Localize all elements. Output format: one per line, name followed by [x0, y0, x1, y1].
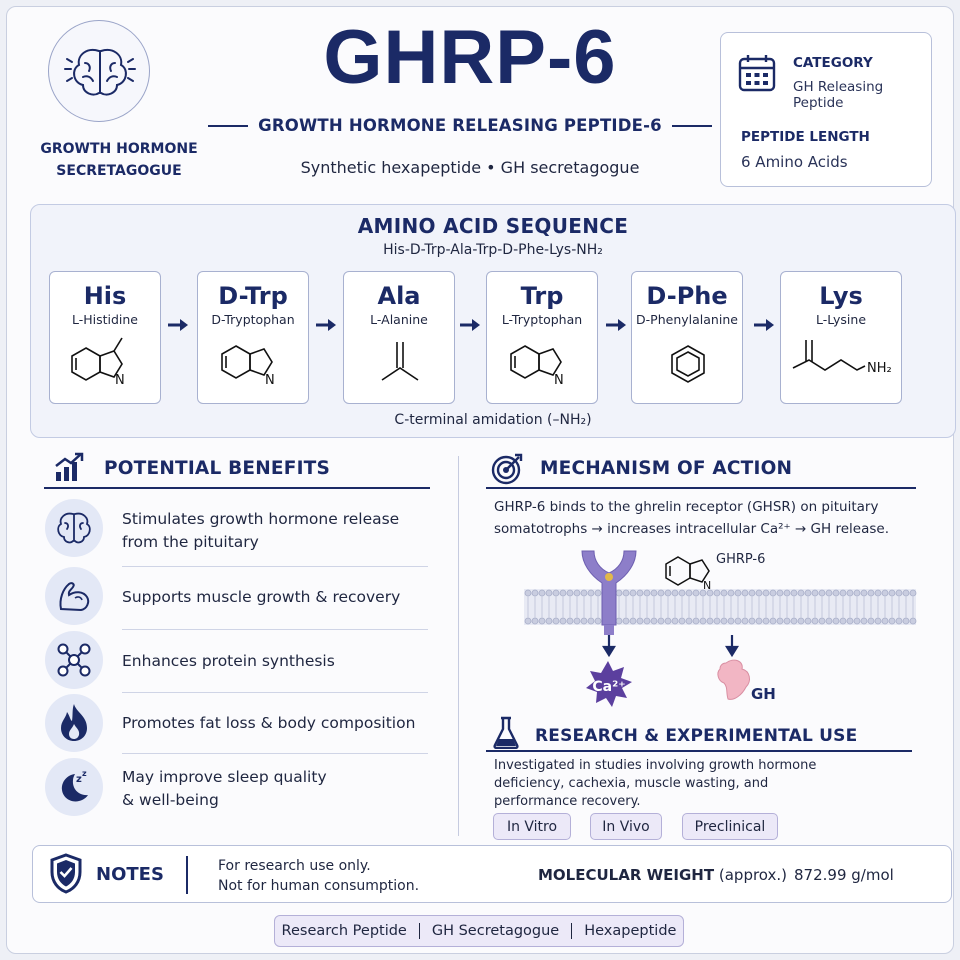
benefit-divider [122, 692, 428, 693]
subtitle-dash-right [672, 125, 712, 127]
lysine-structure-icon [787, 332, 897, 394]
column-divider [458, 456, 459, 836]
benefit-icon-bg [45, 567, 103, 625]
benefit-text: Supports muscle growth & recovery [122, 588, 401, 606]
footer-tag: Research Peptide [281, 923, 407, 939]
target-icon [490, 452, 524, 486]
research-line-3: performance recovery. [494, 794, 641, 809]
mechanism-description [494, 496, 934, 540]
info-card [720, 32, 932, 187]
research-title: RESEARCH & EXPERIMENTAL USE [535, 726, 858, 746]
gh-label: GH [751, 685, 776, 703]
arrow-right-icon [458, 318, 482, 332]
benefit-line-1: May improve sleep quality [122, 768, 327, 786]
mw-qualifier: (approx.) [718, 866, 788, 884]
shield-check-icon [48, 852, 84, 894]
benefits-rule [44, 487, 430, 489]
peptide-length-label: PEPTIDE LENGTH [741, 129, 870, 145]
residue-code: Lys [819, 282, 863, 310]
arrow-right-icon [604, 318, 628, 332]
indole-structure-icon [66, 332, 146, 394]
benzene-structure-icon [648, 332, 728, 394]
indole-structure-icon [503, 332, 583, 394]
growth-chart-icon [54, 452, 84, 482]
benefit-divider [122, 629, 428, 630]
molecule-icon [45, 631, 103, 689]
notes-title: NOTES [96, 864, 164, 885]
arrow-right-icon [314, 318, 338, 332]
category-caption [14, 138, 224, 182]
notes-text [218, 856, 419, 896]
mechanism-title: MECHANISM OF ACTION [540, 458, 793, 479]
arrow-right-icon [752, 318, 776, 332]
subtitle-row [200, 116, 720, 135]
residue-code: Ala [377, 282, 421, 310]
indole-structure-icon [214, 332, 294, 394]
subtitle-dash-left [208, 125, 248, 127]
footer-tag-bar [274, 915, 684, 947]
residue-card-ala [343, 271, 455, 404]
research-line-2: deficiency, cachexia, muscle wasting, and [494, 776, 769, 791]
benefit-divider [122, 566, 428, 567]
calendar-icon [737, 53, 777, 93]
benefit-text [122, 766, 327, 812]
flask-icon [492, 715, 520, 749]
calcium-label: Ca²⁺ [592, 679, 626, 695]
research-tag: Preclinical [682, 813, 778, 840]
research-tag: In Vitro [493, 813, 571, 840]
benefit-icon-bg [45, 631, 103, 689]
benefit-icon-bg [45, 694, 103, 752]
benefits-title: POTENTIAL BENEFITS [104, 458, 330, 479]
residue-code: His [83, 282, 127, 310]
benefit-text: Enhances protein synthesis [122, 652, 335, 670]
research-description [494, 757, 834, 811]
residue-name: L-Alanine [370, 312, 428, 327]
residue-card-lys [780, 271, 902, 404]
benefit-line-2: & well-being [122, 791, 219, 809]
residue-code: D-Phe [646, 282, 728, 310]
mechanism-line-1: GHRP-6 binds to the ghrelin receptor (GHSR) on pituitary [494, 499, 879, 515]
molecular-weight-value: 872.99 g/mol [794, 866, 894, 884]
notes-line-1: For research use only. [218, 858, 371, 874]
residue-name: L-Lysine [815, 312, 867, 327]
peptide-length-value: 6 Amino Acids [741, 153, 848, 171]
residue-name: L-Histidine [71, 312, 139, 327]
residue-card-d-phe [631, 271, 743, 404]
residue-code: Trp [520, 282, 564, 310]
residue-name: D-Phenylalanine [636, 312, 738, 327]
category-value: GH Releasing Peptide [793, 79, 884, 111]
calcium-ion-icon [586, 661, 632, 707]
mw-label-text: MOLECULAR WEIGHT [538, 866, 715, 884]
benefit-icon-bg [45, 499, 103, 557]
sequence-formula: His-D-Trp-Ala-Trp-D-Phe-Lys-NH₂ [383, 242, 603, 258]
footer-tag-separator [571, 923, 572, 939]
svg-text:z: z [76, 774, 82, 785]
research-line-1: Investigated in studies involving growth hormone [494, 758, 817, 773]
notes-line-2: Not for human consumption. [218, 878, 420, 894]
footer-tag-separator [419, 923, 420, 939]
ghrp6-label: GHRP-6 [716, 552, 766, 567]
arrow-right-icon [166, 318, 190, 332]
caption-line-2: SECRETAGOGUE [56, 163, 182, 179]
caption-line-1: GROWTH HORMONE [40, 141, 198, 157]
brain-icon [49, 21, 151, 123]
molecular-weight-label [538, 866, 787, 884]
svg-text:N: N [115, 373, 125, 388]
pituitary-gh-icon [718, 660, 750, 699]
benefit-text [122, 508, 399, 554]
residue-name: D-Tryptophan [211, 312, 295, 327]
brain-icon [45, 499, 103, 557]
benefit-icon-bg [45, 758, 103, 816]
mechanism-line-2: somatotrophs → increases intracellular Ca²⁺ → GH release. [494, 521, 889, 537]
residue-name: L-Tryptophan [501, 312, 583, 327]
mechanism-rule [486, 487, 916, 489]
page-subtitle: GROWTH HORMONE RELEASING PEPTIDE-6 [258, 116, 662, 135]
benefit-text: Promotes fat loss & body composition [122, 714, 416, 732]
muscle-arm-icon [45, 567, 103, 625]
category-label: CATEGORY [793, 55, 873, 71]
cell-membrane [524, 589, 916, 625]
residue-card-d-trp [197, 271, 309, 404]
residue-code: D-Trp [218, 282, 288, 310]
benefit-divider [122, 753, 428, 754]
residue-card-trp [486, 271, 598, 404]
sequence-footnote: C-terminal amidation (–NH₂) [394, 412, 592, 428]
svg-text:N: N [703, 579, 712, 592]
page-title: GHRP-6 [323, 15, 617, 100]
nh2-label: NH₂ [867, 361, 892, 376]
tagline: Synthetic hexapeptide • GH secretagogue [300, 158, 640, 177]
sequence-title: AMINO ACID SEQUENCE [357, 214, 629, 238]
alanine-structure-icon [360, 332, 440, 394]
benefit-line-1: Stimulates growth hormone release [122, 510, 400, 528]
residue-card-his [49, 271, 161, 404]
moon-sleep-icon [45, 758, 103, 816]
footer-tag: GH Secretagogue [431, 923, 560, 939]
svg-text:N: N [265, 373, 275, 388]
mechanism-diagram [520, 545, 920, 715]
research-rule [486, 750, 912, 752]
notes-separator [186, 856, 188, 894]
flame-icon [45, 694, 103, 752]
footer-tag: Hexapeptide [584, 923, 677, 939]
svg-text:N: N [554, 373, 564, 388]
research-tag: In Vivo [590, 813, 662, 840]
brain-emblem [48, 20, 150, 122]
benefit-line-2: from the pituitary [122, 533, 259, 551]
svg-text:z: z [82, 769, 87, 778]
